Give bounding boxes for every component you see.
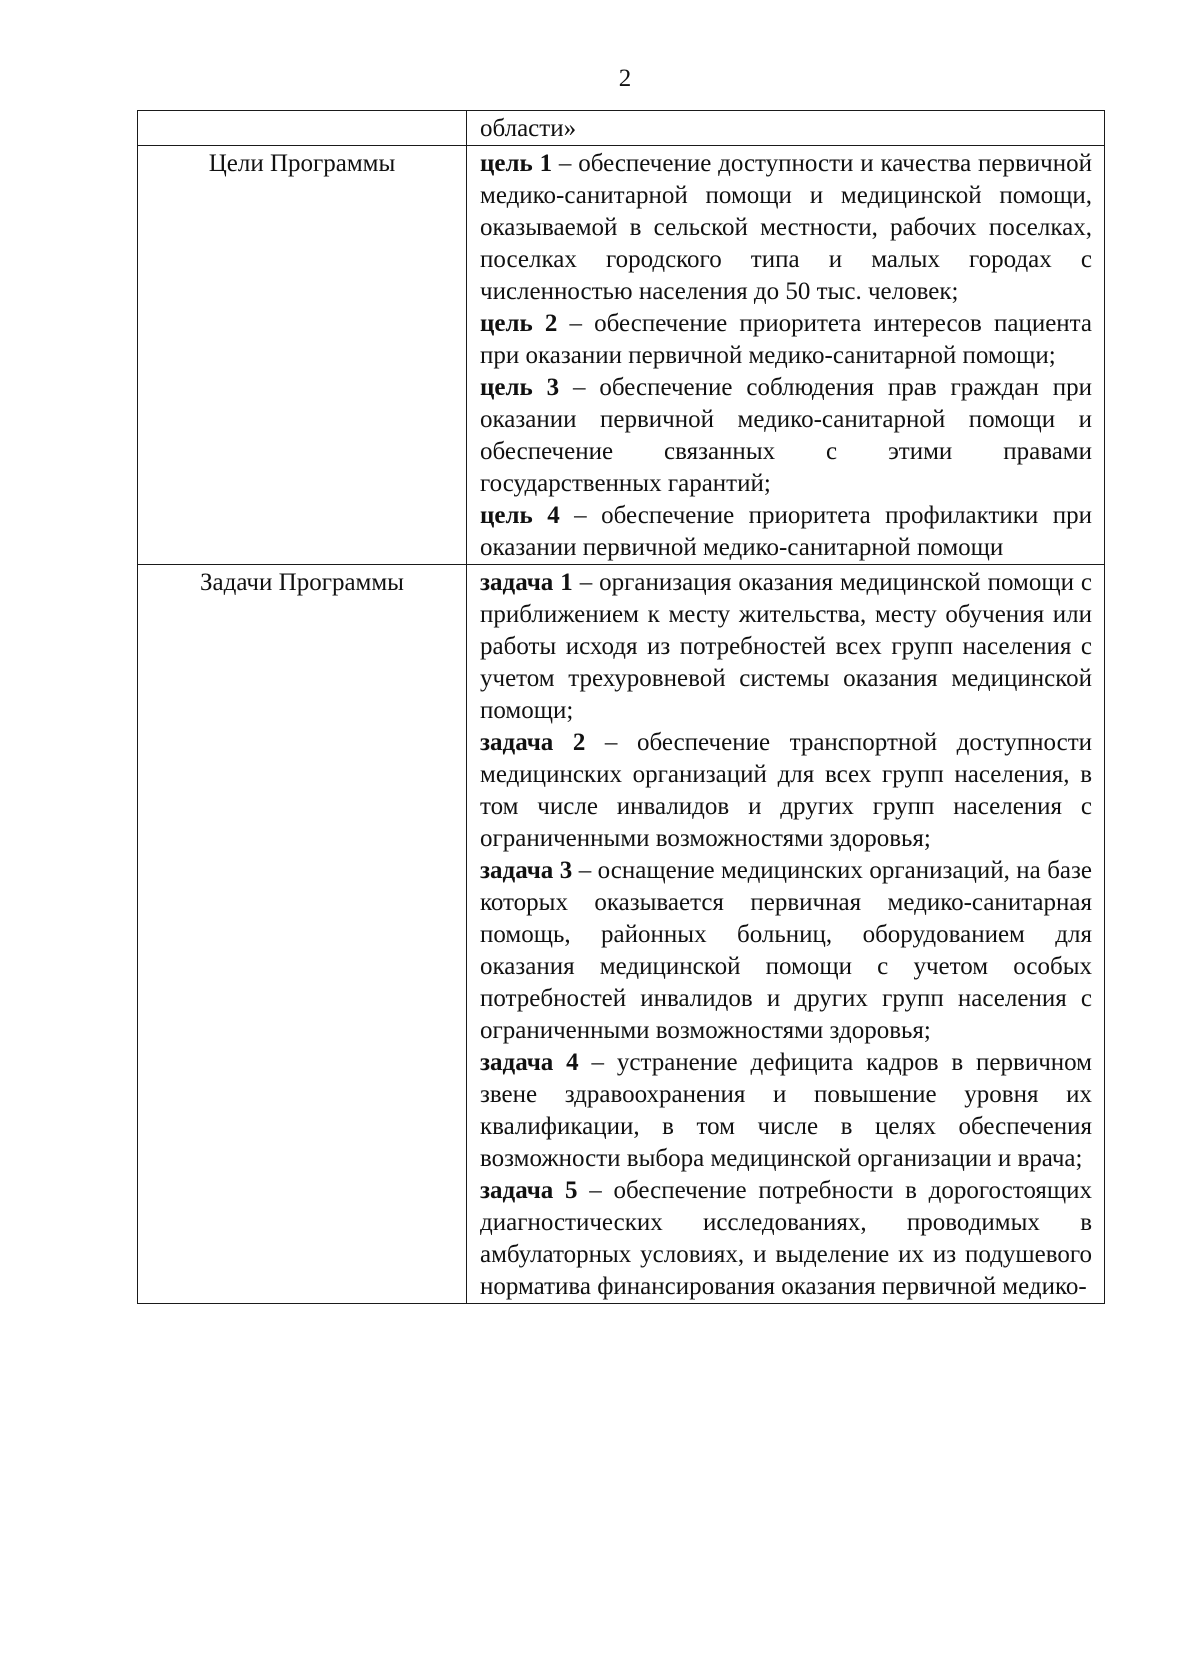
task-paragraph-2 bbox=[480, 727, 1092, 855]
paragraph-text: – обеспечение доступности и качества первичной медико-санитарной помощи и медицинской помощи, оказываемой в сельской местности, рабочих поселках, поселках городского типа и малых городах с численностью населения до 50 тыс. человек; bbox=[480, 150, 1093, 305]
row-label-cell bbox=[138, 111, 467, 146]
program-passport-table bbox=[137, 110, 1105, 1304]
paragraph-text: – обеспечение приоритета интересов пациента при оказании первичной медико-санитарной помощи; bbox=[480, 310, 1092, 369]
paragraph-lead: цель 2 bbox=[480, 310, 558, 337]
paragraph-text: – обеспечение приоритета профилактики при оказании первичной медико-санитарной помощи bbox=[480, 502, 1093, 561]
paragraph-lead: цель 4 bbox=[480, 502, 560, 529]
paragraph-lead: задача 2 bbox=[480, 729, 586, 756]
row-label-cell bbox=[138, 146, 467, 565]
row-label-cell bbox=[138, 565, 467, 1304]
paragraph-text: области» bbox=[480, 115, 577, 142]
paragraph-lead: задача 4 bbox=[480, 1049, 579, 1076]
row-content-cell bbox=[467, 111, 1105, 146]
paragraph-text: – обеспечение соблюдения прав граждан при оказании первичной медико-санитарной помощи и обеспечение связанных с этими правами государственных гарантий; bbox=[480, 374, 1093, 497]
table-row-tasks bbox=[138, 565, 1105, 1304]
task-paragraph-4 bbox=[480, 1047, 1092, 1175]
row-label: Цели Программы bbox=[208, 150, 396, 177]
table-row-goals bbox=[138, 146, 1105, 565]
row-content-cell bbox=[467, 146, 1105, 565]
paragraph-lead: цель 1 bbox=[480, 150, 553, 177]
paragraph-lead: задача 5 bbox=[480, 1177, 578, 1204]
goal-paragraph-3 bbox=[480, 372, 1092, 500]
paragraph-text: – организация оказания медицинской помощи с приближением к месту жительства, месту обучения или работы исходя из потребностей всех групп населения с учетом трехуровневой системы оказания медицинской помощи; bbox=[480, 569, 1092, 724]
task-paragraph-5 bbox=[480, 1175, 1092, 1303]
goal-paragraph-2 bbox=[480, 308, 1092, 372]
paragraph-lead: цель 3 bbox=[480, 374, 560, 401]
paragraph-lead: задача 1 bbox=[480, 569, 573, 596]
paragraph-text: – оснащение медицинских организаций, на базе которых оказывается первичная медико-санитарная помощь, районных больниц, оборудованием для оказания медицинской помощи с учетом особых потребностей инвалидов и других групп населения с ограниченными возможностями здоровья; bbox=[480, 857, 1092, 1044]
table-row-continuation bbox=[138, 111, 1105, 146]
row-label: Задачи Программы bbox=[200, 569, 404, 596]
paragraph-text: – обеспечение потребности в дорогостоящих диагностических исследованиях, проводимых в амбулаторных условиях, и выделение их из подушевого норматива финансирования оказания первичной медико- bbox=[480, 1177, 1092, 1300]
row-content-cell bbox=[467, 565, 1105, 1304]
task-paragraph-1 bbox=[480, 567, 1092, 727]
page-number: 2 bbox=[618, 65, 632, 92]
paragraph-text: – обеспечение транспортной доступности медицинских организаций для всех групп населения, в том числе инвалидов и других групп населения с ограниченными возможностями здоровья; bbox=[480, 729, 1093, 852]
content-paragraph bbox=[480, 113, 1092, 145]
goal-paragraph-1 bbox=[480, 148, 1092, 308]
paragraph-text: – устранение дефицита кадров в первичном звене здравоохранения и повышение уровня их квалификации, в том числе в целях обеспечения возможности выбора медицинской организации и врача; bbox=[480, 1049, 1092, 1172]
paragraph-lead: задача 3 bbox=[480, 857, 573, 884]
task-paragraph-3 bbox=[480, 855, 1092, 1047]
goal-paragraph-4 bbox=[480, 500, 1092, 564]
row-label bbox=[138, 111, 466, 113]
